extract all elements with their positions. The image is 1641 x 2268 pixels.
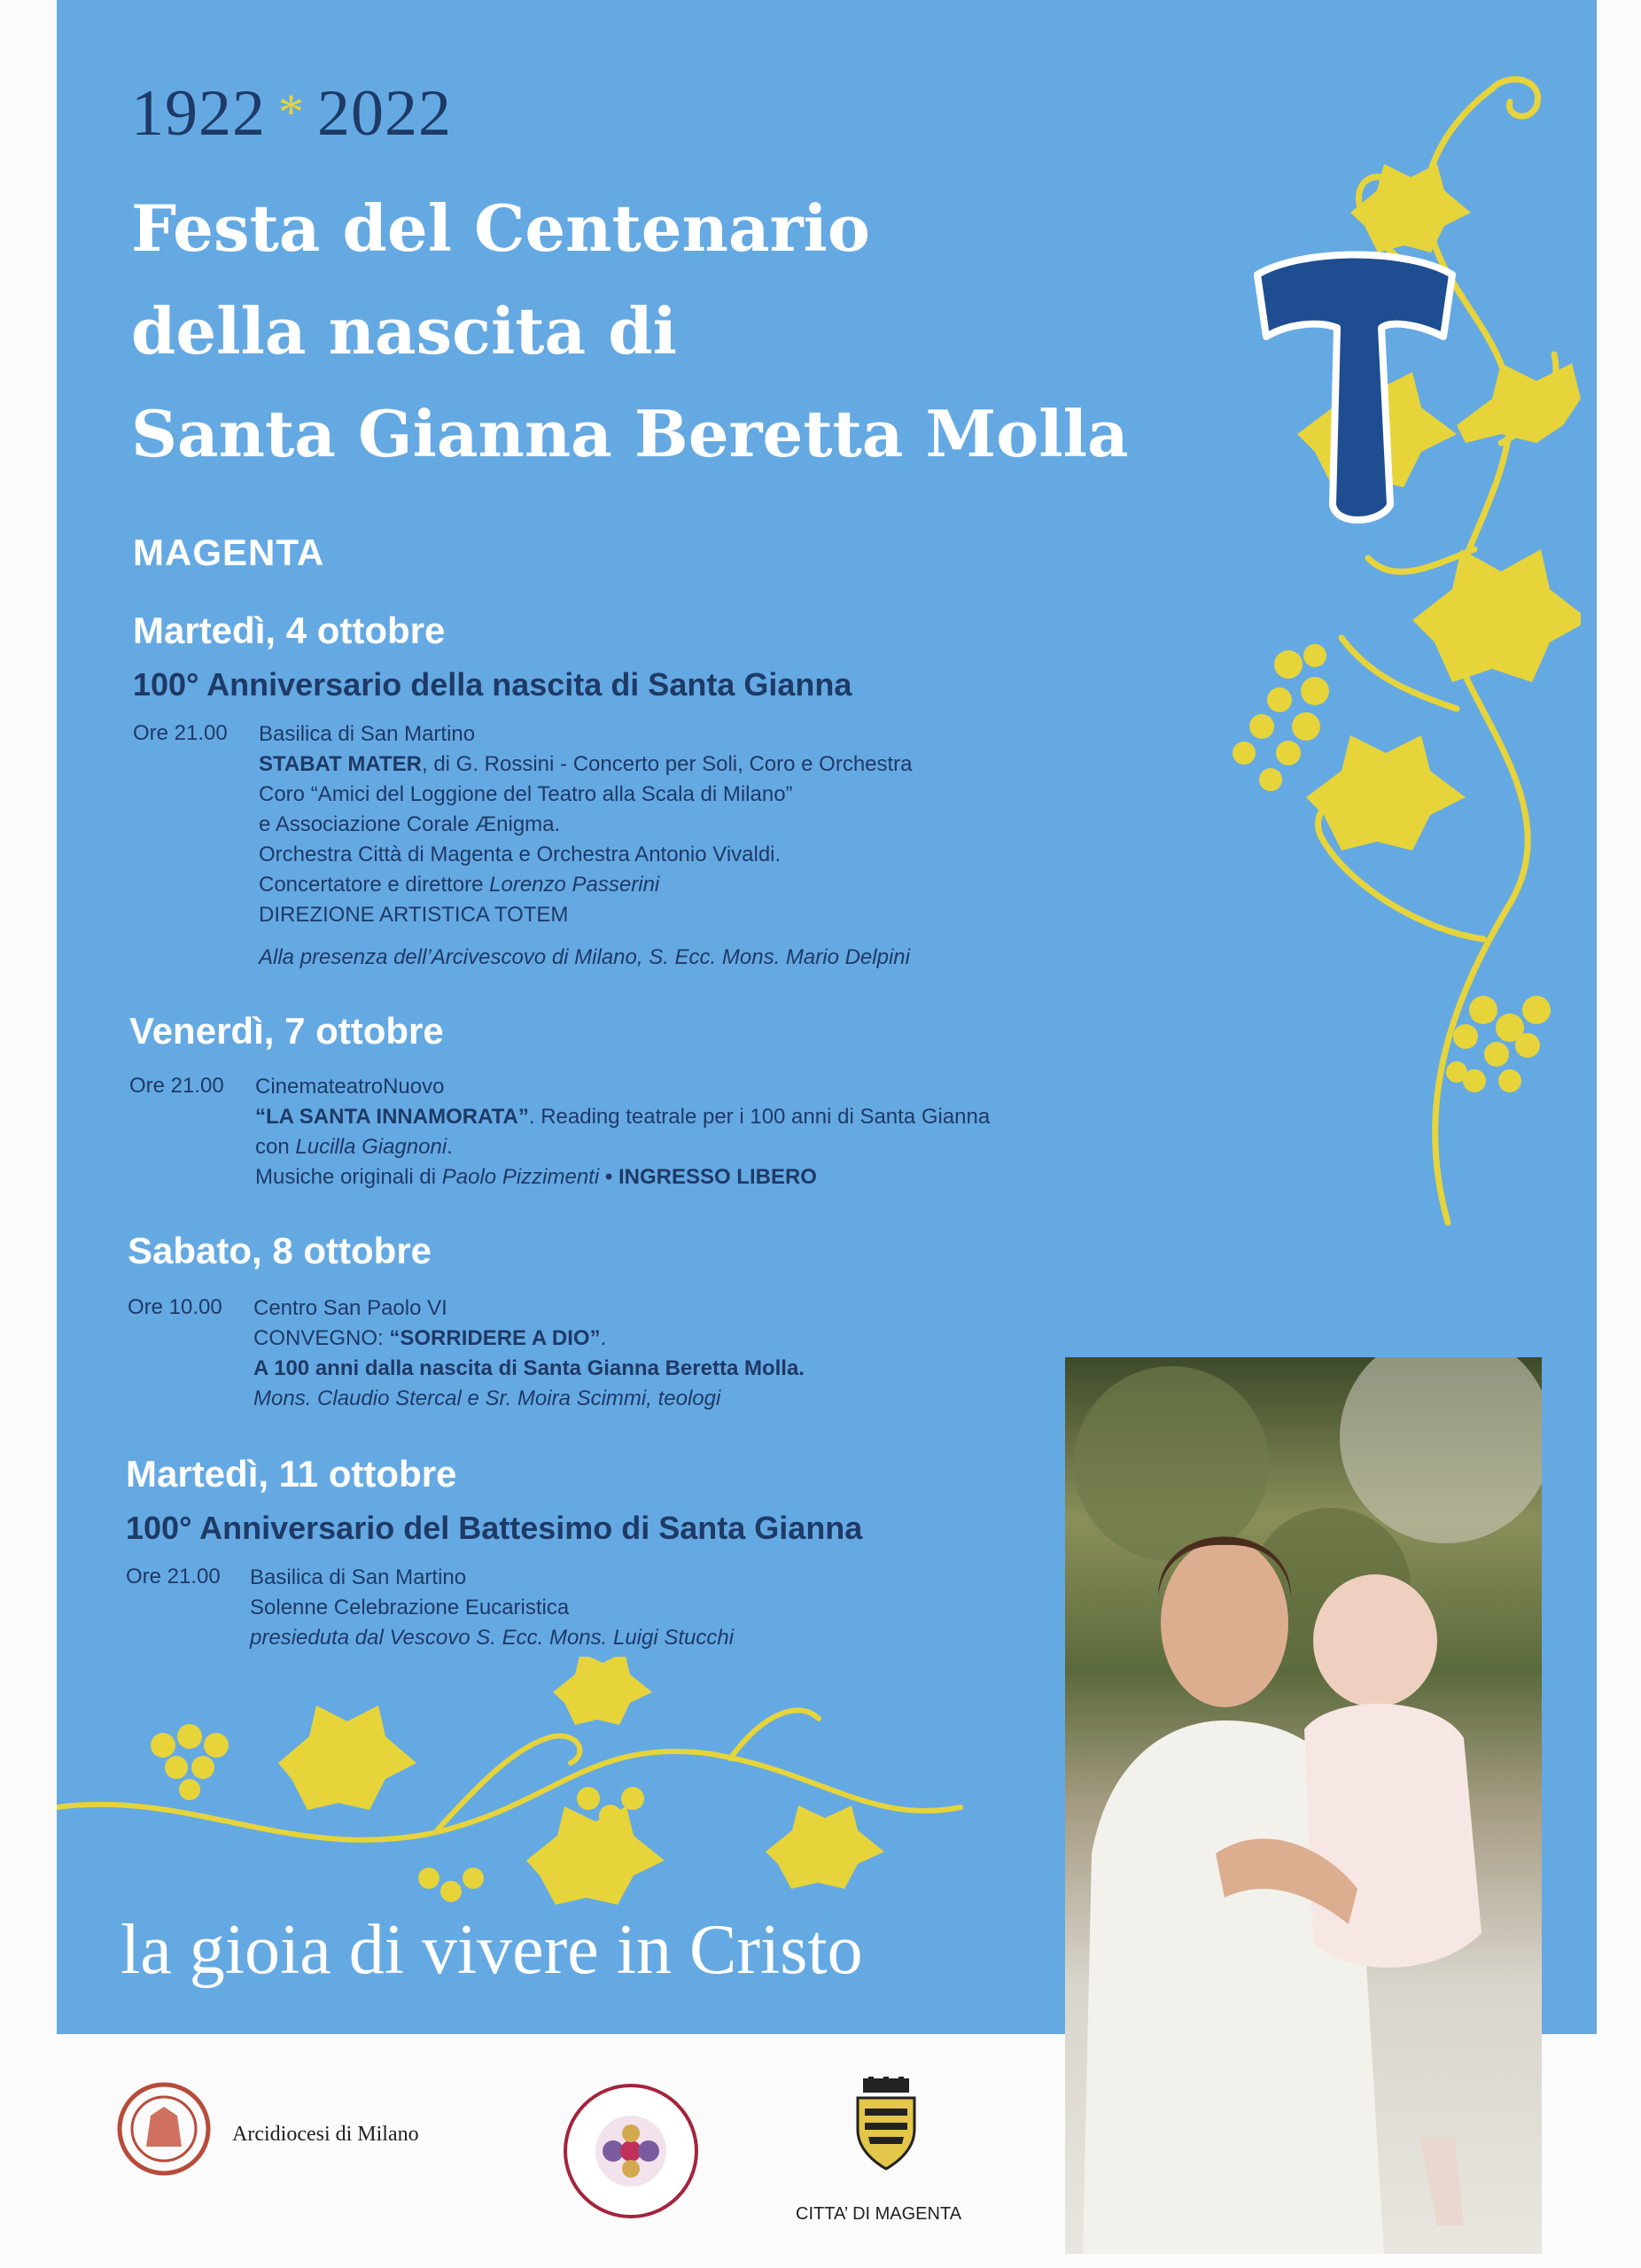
tau-cross-icon <box>1248 239 1461 532</box>
event-1-conductor-label: Concertatore e direttore <box>259 873 490 897</box>
tagline: la gioia di vivere in Cristo <box>121 1911 863 1989</box>
event-1-line-choir: Coro “Amici del Loggione del Teatro alla Scala di Milano” <box>259 782 793 806</box>
grape-vine-decoration <box>57 1657 969 1914</box>
year-end: 2022 <box>317 77 452 150</box>
event-2-with-label: con <box>255 1135 296 1159</box>
event-2-time: Ore 21.00 <box>129 1074 224 1098</box>
event-3-period: . <box>600 1326 607 1350</box>
event-1-direction: DIREZIONE ARTISTICA TOTEM <box>259 903 569 927</box>
event-2-show: “LA SANTA INNAMORATA” <box>255 1105 529 1129</box>
event-1-line-association: e Associazione Corale Ænigma. <box>259 812 561 836</box>
archdiocese-label: Arcidiocesi di Milano <box>232 2123 419 2146</box>
event-2-composer: Paolo Pizzimenti <box>441 1165 600 1189</box>
event-4-details <box>250 1563 734 1653</box>
event-2-day: Venerdì, 7 ottobre <box>129 1010 444 1052</box>
city-heading: MAGENTA <box>133 532 325 573</box>
event-4-day: Martedì, 11 ottobre <box>126 1453 457 1495</box>
community-logo-icon <box>560 2080 702 2222</box>
event-1-work-desc: , di G. Rossini - Concerto per Soli, Coro e Orchestra <box>421 752 913 776</box>
event-3-conference-title: “SORRIDERE A DIO” <box>389 1326 601 1350</box>
event-3-day: Sabato, 8 ottobre <box>128 1230 432 1271</box>
event-4-venue: Basilica di San Martino <box>250 1565 467 1589</box>
title-line-1: Festa del Centenario <box>131 190 870 266</box>
title-line-3: Santa Gianna Beretta Molla <box>131 396 1129 471</box>
photo-mother-and-child <box>1065 1357 1542 2254</box>
event-1-conductor: Lorenzo Passerini <box>489 873 660 897</box>
event-2-venue: CinemateatroNuovo <box>255 1075 445 1099</box>
event-4-subtitle: 100° Anniversario del Battesimo di Santa Gianna <box>126 1510 863 1546</box>
event-2-performer: Lucilla Giagnoni <box>295 1135 447 1159</box>
event-2-free-entry: INGRESSO LIBERO <box>618 1165 817 1189</box>
event-2-period: . <box>447 1135 453 1159</box>
event-2-music-label: Musiche originali di <box>255 1165 442 1189</box>
magenta-coat-of-arms-icon <box>851 2077 922 2174</box>
event-3-speakers: Mons. Claudio Stercal e Sr. Moira Scimmi, teologi <box>253 1386 721 1410</box>
event-1-venue: Basilica di San Martino <box>259 722 476 746</box>
event-3-details <box>253 1293 805 1414</box>
event-3-time: Ore 10.00 <box>128 1295 222 1319</box>
event-1-line-orchestra: Orchestra Città di Magenta e Orchestra Antonio Vivaldi. <box>259 843 782 866</box>
event-1-subtitle: 100° Anniversario della nascita di Santa Gianna <box>133 666 852 703</box>
event-4-celebration: Solenne Celebrazione Eucaristica <box>250 1596 570 1619</box>
event-1-day: Martedì, 4 ottobre <box>133 610 446 651</box>
title-line-2: della nascita di <box>131 293 677 369</box>
photo-illustration <box>1065 1357 1542 2254</box>
city-of-magenta-label: CITTA’ DI MAGENTA <box>796 2204 962 2224</box>
archdiocese-seal-icon <box>115 2080 213 2178</box>
page-title <box>131 177 1129 485</box>
years-heading <box>131 76 452 151</box>
event-4-presider: presieduta dal Vescovo S. Ecc. Mons. Luigi Stucchi <box>250 1626 735 1650</box>
event-4-time: Ore 21.00 <box>126 1565 221 1588</box>
year-start: 1922 <box>131 77 266 150</box>
event-3-subject: A 100 anni dalla nascita di Santa Gianna Beretta Molla. <box>253 1356 805 1380</box>
event-2-show-desc: . Reading teatrale per i 100 anni di Santa Gianna <box>528 1105 991 1129</box>
event-3-conference-label: CONVEGNO: <box>253 1326 390 1350</box>
year-separator-icon: * <box>278 83 305 141</box>
grape-vine-decoration <box>1191 53 1581 1240</box>
event-1-work: STABAT MATER <box>259 752 422 776</box>
event-1-presence: Alla presenza dell’Arcivescovo di Milano, S. Ecc. Mons. Mario Delpini <box>259 945 910 969</box>
event-2-bullet: • <box>599 1165 618 1189</box>
event-3-venue: Centro San Paolo VI <box>253 1296 447 1320</box>
event-1-details <box>259 719 913 973</box>
event-2-details <box>255 1072 990 1192</box>
event-1-time: Ore 21.00 <box>133 721 228 745</box>
